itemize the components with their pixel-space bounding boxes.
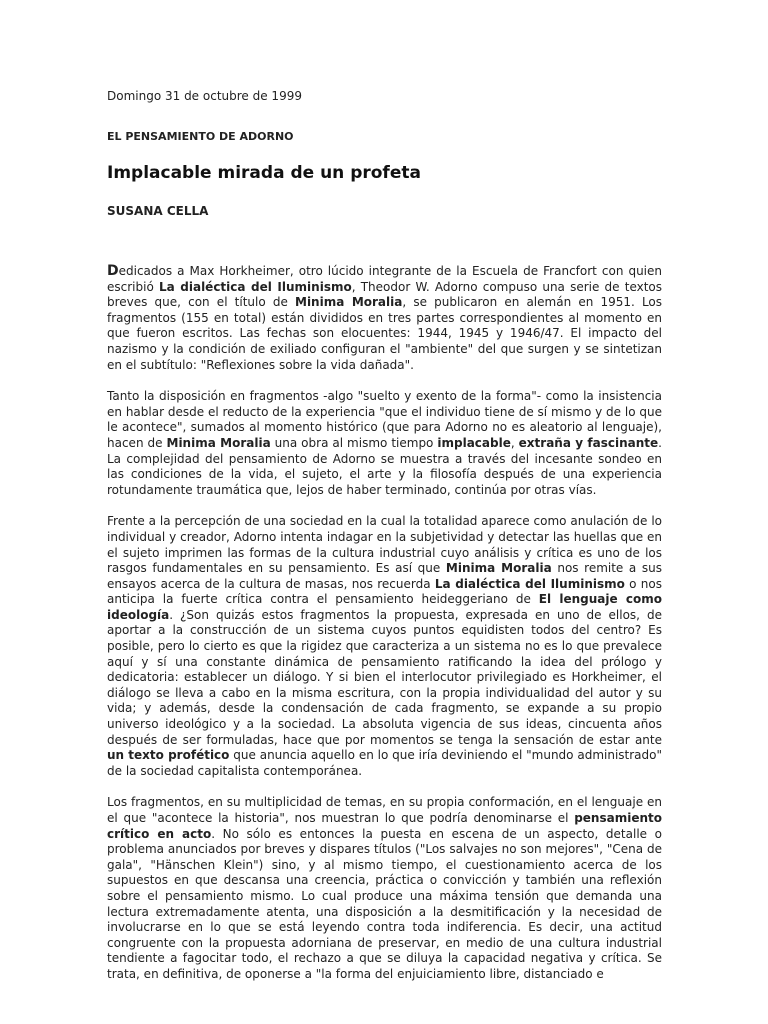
article-title: Implacable mirada de un profeta	[107, 163, 421, 183]
text-span: . ¿Son quizás estos fragmentos la propuesta, expresada en uno de ellos, de aportar a la construcción de un sistema cuyos puntos equidisten todos del centro? Es posible, pero lo cierto es que la rigidez que caracteriza a un sistema no es lo que prevalece aquí y sí una constante dinámica de pensamiento ratificando la idea del prólogo y dedicatoria: establecer un diálogo. Y si bien el interlocutor privilegiado es Horkheimer, el diálogo se lleva a cabo en la misma escritura, con la propia individualidad del autor y su vida; y además, desde la condensación de cada fragmento, se expande a su propio universo ideológico y a la sociedad. La absoluta vigencia de sus ideas, cincuenta años después de ser formuladas, hace que por momentos se tenga la sensación de estar ante	[107, 607, 662, 747]
emphasis: implacable	[437, 435, 511, 450]
book-title: La dialéctica del Iluminismo	[158, 279, 352, 294]
book-title: Minima Moralia	[295, 295, 403, 310]
text-span: nos remite a sus ensayos acerca de la cultura de masas, nos recuerda	[107, 561, 663, 591]
emphasis: pensamiento crítico en acto	[107, 811, 662, 841]
paragraph-1	[107, 264, 662, 373]
text-span: que anuncia aquello en lo que iría deviniendo el "mundo administrado" de la sociedad capitalista contemporánea.	[107, 748, 662, 778]
text-span: edicados a Max Horkheimer, otro lúcido integrante de la Escuela de Francfort con quien escribió	[107, 264, 662, 294]
book-title: Minima Moralia	[445, 561, 552, 576]
publication-date: Domingo 31 de octubre de 1999	[107, 89, 302, 103]
article-author: SUSANA CELLA	[107, 204, 209, 218]
emphasis: extraña y fascinante	[518, 435, 659, 450]
paragraph-3	[107, 514, 662, 779]
book-title: La dialéctica del Iluminismo	[434, 576, 625, 591]
paragraph-4	[107, 795, 662, 982]
section-heading: EL PENSAMIENTO DE ADORNO	[107, 130, 294, 143]
book-title: Minima Moralia	[166, 435, 271, 450]
text-span: . La complejidad del pensamiento de Adorno se muestra a través del incesante sondeo en las condiciones de la vida, el sujeto, el arte y la filosofía después de una experiencia rotundamente traumática que, lejos de haber terminado, continúa por otras vías.	[107, 435, 662, 497]
text-span: Frente a la percepción de una sociedad en la cual la totalidad aparece como anulación de lo individual y creador, Adorno intenta indagar en la subjetividad y detectar las huellas que en el sujeto imprimen las formas de la cultura industrial cuyo análisis y crítica es uno de los rasgos fundamentales en su pensamiento. Es así que	[107, 514, 662, 576]
text-span: , Theodor W. Adorno compuso una serie de textos breves que, con el título de	[107, 279, 663, 310]
text-span: . No sólo es entonces la puesta en escena de un aspecto, detalle o problema anunciados por breves y dispares títulos ("Los salvajes no son mejores", "Cena de gala", "Hänschen Klein") sino, y al mismo tiempo, el cuestionamiento acerca de los supuestos en que descansa una creencia, práctica o convicción y también una reflexión sobre el pensamiento mismo. Lo cual produce una máxima tensión que demanda una lectura extremadamente atenta, una disposición a la desmitificación y la necesidad de involucrarse en lo que se está leyendo contra toda indiferencia. Es decir, una actitud congruente con la propuesta adorniana de preservar, en medio de una cultura industrial tendiente a fagocitar todo, el rechazo a que se diluya la capacidad negativa y crítica. Se trata, en definitiva, de oponerse a "la forma del enjuiciamiento libre, distanciado e	[107, 826, 662, 981]
text-span: , se publicaron en alemán en 1951. Los fragmentos (155 en total) están divididos en tres partes correspondientes al momento en que fueron escritos. Las fechas son elocuentes: 1944, 1945 y 1946/47. El impacto del nazismo y la condición de exiliado configuran el "ambiente" del que surgen y se sintetizan en el subtítulo: "Reflexiones sobre la vida dañada".	[107, 295, 663, 372]
text-span: o nos anticipa la fuerte crítica contra el pensamiento heideggeriano de	[107, 576, 662, 607]
drop-cap: D	[107, 263, 119, 279]
article-body	[107, 264, 662, 999]
text-span: Tanto la disposición en fragmentos -algo "suelto y exento de la forma"- como la insistencia en hablar desde el reducto de la experiencia "que el individuo tiene de sí mismo y de lo que le acontece", sumados al momento histórico (que para Adorno no es aleatorio al lenguaje), hacen de	[107, 389, 662, 450]
text-span: Los fragmentos, en su multiplicidad de temas, en su propia conformación, en el lenguaje en el que "acontece la historia", nos muestran lo que podría denominarse el	[107, 795, 662, 825]
paragraph-2	[107, 389, 662, 498]
emphasis: un texto profético	[107, 748, 230, 763]
text-span: una obra al mismo tiempo	[270, 435, 438, 450]
book-title: El lenguaje como ideología	[107, 592, 662, 622]
text-span: ,	[510, 435, 519, 450]
